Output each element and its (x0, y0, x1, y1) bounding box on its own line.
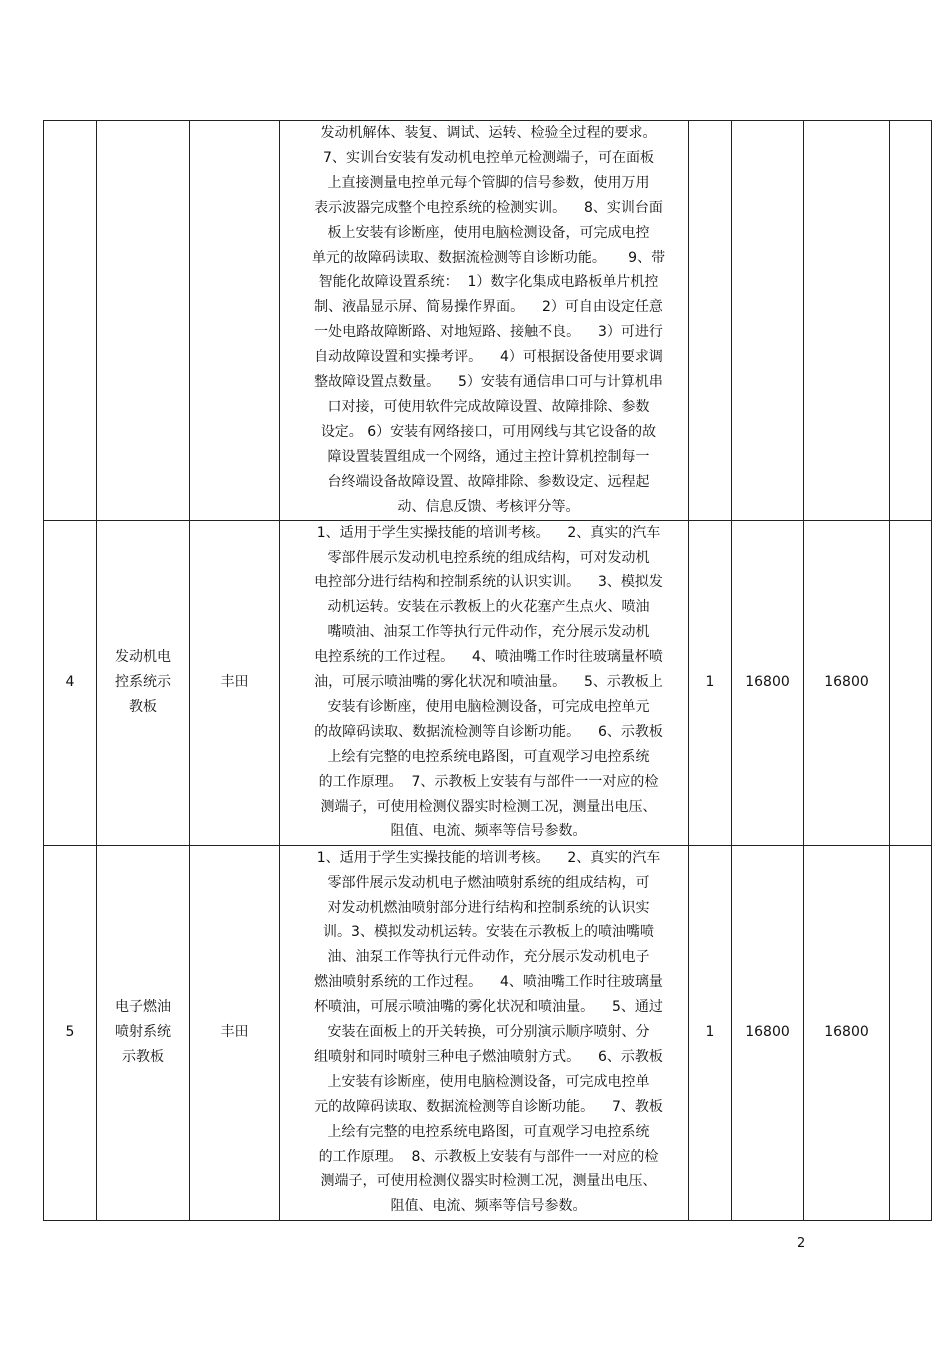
spec-description-line: 动、信息反馈、考核评分等。 (397, 498, 580, 515)
item-name-cell (97, 845, 190, 1220)
spec-description-line: 上直接测量电控单元每个管脚的信号参数，使用万用 (327, 174, 650, 191)
spec-description-cell (280, 520, 689, 845)
spec-description-line: 上安装有诊断座，使用电脑检测设备，可完成电控单 (327, 1073, 650, 1090)
spec-description-line: 油，可展示喷油嘴的雾化状况和喷油量。 5、示教板上 (314, 674, 663, 691)
quantity-cell: 1 (689, 845, 732, 1220)
spec-description-line: 口对接，可使用软件完成故障设置、故障排除、参数 (327, 398, 650, 415)
spec-description-line: 1、适用于学生实操技能的培训考核。 2、真实的汽车 (316, 849, 661, 866)
spec-description-line: 整故障设置点数量。 5）安装有通信串口可与计算机串 (314, 374, 663, 391)
spec-description-line: 障设置装置组成一个网络，通过主控计算机控制每一 (327, 448, 650, 465)
table-row (44, 845, 932, 1220)
spec-description-line: 上绘有完整的电控系统电路图，可直观学习电控系统 (327, 748, 650, 765)
table-row (44, 520, 932, 845)
spec-description-line: 对发动机燃油喷射部分进行结构和控制系统的认识实 (327, 899, 650, 916)
total-price-cell: 16800 (804, 845, 890, 1220)
item-name-line: 教板 (129, 699, 157, 715)
total-price-cell: 16800 (804, 520, 890, 845)
quantity-cell (689, 121, 732, 521)
spec-description-line: 自动故障设置和实操考评。 4）可根据设备使用要求调 (314, 349, 663, 366)
spec-description-line: 表示波器完成整个电控系统的检测实训。 8、实训台面 (314, 199, 663, 216)
spec-description-line: 测端子，可使用检测仪器实时检测工况，测量出电压、 (320, 1173, 657, 1190)
spec-description-line: 训。3、模拟发动机运转。安装在示教板上的喷油嘴喷 (323, 924, 654, 941)
note-cell (890, 520, 932, 845)
item-name-cell (97, 520, 190, 845)
spec-description-line: 制、液晶显示屏、简易操作界面。 2）可自由设定任意 (314, 299, 663, 316)
spec-description-line: 油、油泵工作等执行元件动作，充分展示发动机电子 (327, 949, 650, 966)
item-name-line: 示教板 (122, 1049, 164, 1065)
unit-price-cell: 16800 (732, 845, 804, 1220)
seq-cell (44, 121, 97, 521)
spec-description-line: 电控部分进行结构和控制系统的认识实训。 3、模拟发 (314, 574, 663, 591)
brand-cell (190, 121, 280, 521)
table-row (44, 121, 932, 521)
spec-description-cell (280, 845, 689, 1220)
spec-description-line: 电控系统的工作过程。 4、喷油嘴工作时往玻璃量杯喷 (314, 649, 663, 666)
seq-cell: 4 (44, 520, 97, 845)
spec-description-line: 杯喷油，可展示喷油嘴的雾化状况和喷油量。 5、通过 (314, 999, 663, 1016)
spec-description-line: 设定。 6）安装有网络接口，可用网线与其它设备的故 (320, 423, 657, 440)
spec-description-line: 发动机解体、装复、调试、运转、检验全过程的要求。 (320, 125, 657, 141)
equipment-spec-table (43, 120, 932, 1221)
note-cell (890, 121, 932, 521)
brand-cell: 丰田 (190, 845, 280, 1220)
spec-description-line: 燃油喷射系统的工作过程。 4、喷油嘴工作时往玻璃量 (314, 974, 663, 991)
spec-description-line: 零部件展示发动机电控系统的组成结构，可对发动机 (327, 549, 650, 566)
spec-description-line: 阻值、电流、频率等信号参数。 (390, 1198, 587, 1215)
spec-description-line: 板上安装有诊断座，使用电脑检测设备，可完成电控 (327, 224, 650, 241)
spec-description-line: 一处电路故障断路、对地短路、接触不良。 3）可进行 (314, 324, 663, 341)
spec-description-line: 动机运转。安装在示教板上的火花塞产生点火、喷油 (327, 599, 650, 616)
spec-description-line: 组喷射和同时喷射三种电子燃油喷射方式。 6、示教板 (314, 1048, 663, 1065)
item-name-line: 发动机电 (115, 649, 171, 665)
spec-description-line: 安装在面板上的开关转换，可分别演示顺序喷射、分 (327, 1024, 650, 1041)
spec-description-line: 零部件展示发动机电子燃油喷射系统的组成结构，可 (327, 874, 650, 891)
spec-description-line: 的工作原理。 7、示教板上安装有与部件一一对应的检 (318, 773, 659, 790)
item-name-line: 喷射系统 (115, 1024, 171, 1040)
table-body (44, 121, 932, 1221)
spec-description-line: 的故障码读取、数据流检测等自诊断功能。 6、示教板 (314, 723, 663, 740)
page-number: 2 (797, 1236, 806, 1251)
unit-price-cell: 16800 (732, 520, 804, 845)
spec-description-line: 1、适用于学生实操技能的培训考核。 2、真实的汽车 (316, 524, 661, 541)
spec-description-cell (280, 121, 689, 521)
item-name-line: 电子燃油 (115, 999, 171, 1015)
brand-cell: 丰田 (190, 520, 280, 845)
spec-description-line: 智能化故障设置系统： 1）数字化集成电路板单片机控 (318, 274, 659, 291)
spec-description-line: 的工作原理。 8、示教板上安装有与部件一一对应的检 (318, 1148, 659, 1165)
quantity-cell: 1 (689, 520, 732, 845)
spec-description-line: 7、实训台安装有发动机电控单元检测端子，可在面板 (323, 149, 654, 166)
unit-price-cell (732, 121, 804, 521)
spec-description-line: 单元的故障码读取、数据流检测等自诊断功能。 9、带 (311, 249, 666, 266)
total-price-cell (804, 121, 890, 521)
spec-description-line: 嘴喷油、油泵工作等执行元件动作，充分展示发动机 (327, 624, 650, 641)
item-name-line: 控系统示 (115, 674, 171, 690)
spec-description-line: 台终端设备故障设置、故障排除、参数设定、远程起 (327, 473, 650, 490)
spec-description-line: 元的故障码读取、数据流检测等自诊断功能。 7、教板 (314, 1098, 663, 1115)
spec-description-line: 阻值、电流、频率等信号参数。 (390, 823, 587, 840)
spec-description-line: 上绘有完整的电控系统电路图，可直观学习电控系统 (327, 1123, 650, 1140)
spec-description-line: 安装有诊断座，使用电脑检测设备，可完成电控单元 (327, 698, 650, 715)
spec-description-line: 测端子，可使用检测仪器实时检测工况，测量出电压、 (320, 798, 657, 815)
note-cell (890, 845, 932, 1220)
item-name-cell (97, 121, 190, 521)
seq-cell: 5 (44, 845, 97, 1220)
